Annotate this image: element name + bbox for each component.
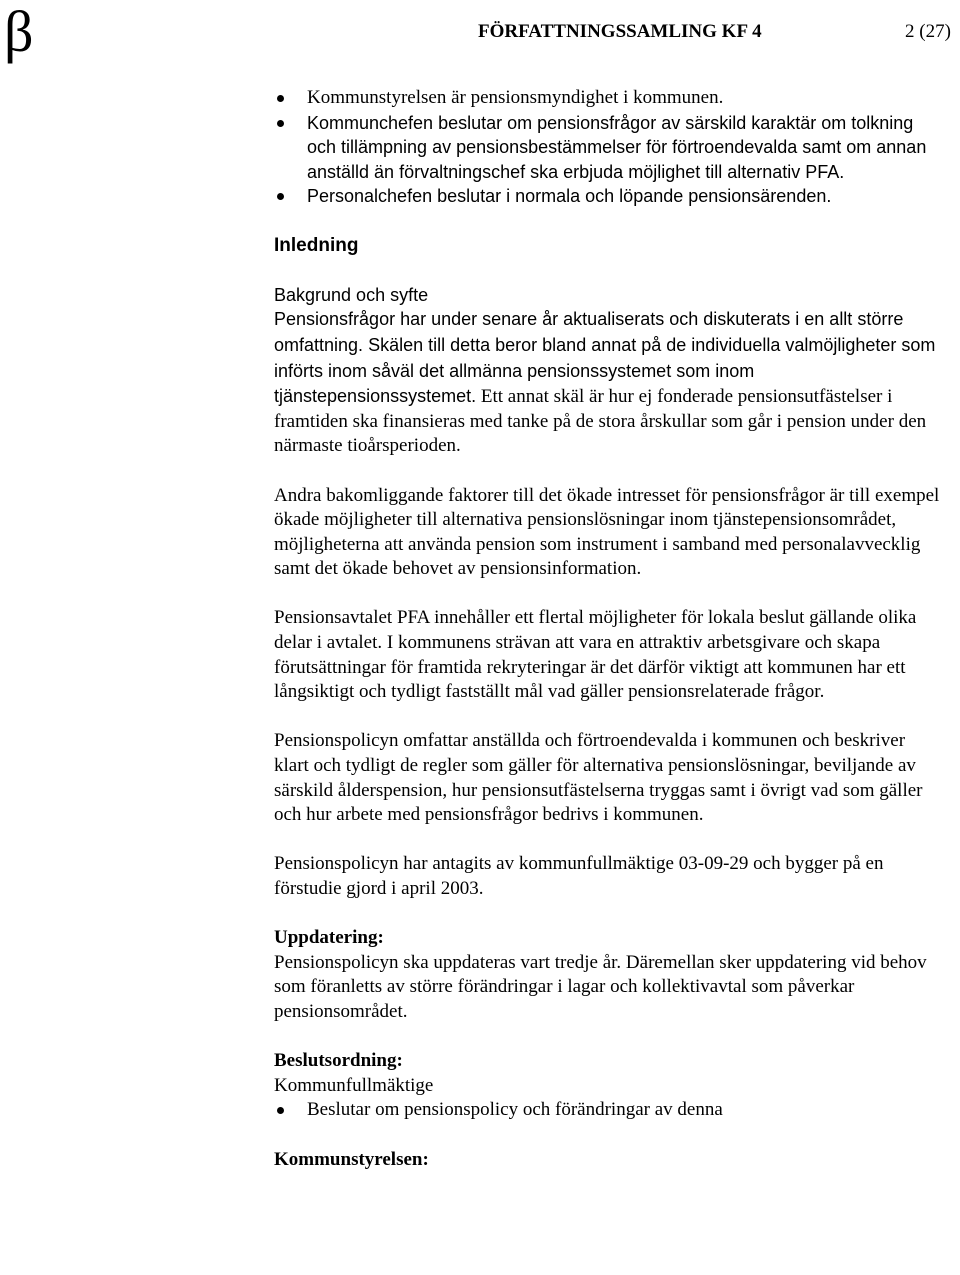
section-heading-kommunstyrelsen: Kommunstyrelsen:	[274, 1148, 429, 1170]
paragraph: Pensionspolicyn ska uppdateras vart tredje år. Däremellan sker uppdatering vid behov som föranletts av större förändringar i lagar och kollektivavtal som påverkar pensionsområdet.	[274, 951, 927, 1022]
paragraph: Andra bakomliggande faktorer till det ökade intresset för pensionsfrågor är till exempel ökade möjligheter till alternativa pensionslösningar inom tjänstepensionsområdet, möjligheterna att använda pension som instrument i samband med personalavvecklig samt det ökade behovet av pensionsinformation.	[274, 484, 940, 580]
beslut-bullet-list	[274, 1098, 942, 1123]
paragraph-mid: Skälen till detta beror bland annat på de individuella valmöjligheter som införts inom såväl det allmänna pensionssystemet som inom tjänstepensionssystemet.	[274, 334, 936, 407]
list-item: Kommunstyrelsen är pensionsmyndighet i kommunen.	[274, 86, 942, 111]
section-heading-inledning: Inledning	[274, 234, 359, 256]
list-item: Personalchefen beslutar i normala och löpande pensionsärenden.	[274, 184, 942, 209]
subheading-bakgrund: Bakgrund och syfte	[274, 284, 429, 305]
paragraph: Pensionsavtalet PFA innehåller ett flertal möjligheter för lokala beslut gällande olika delar i avtalet. I kommunens strävan att vara en attraktiv arbetsgivare och skapa förutsättningar för framtida rekryteringar är det därför viktigt att kommunen har ett långsiktigt och tydligt fastställt mål vad gäller pensionsrelaterade frågor.	[274, 607, 917, 703]
paragraph	[274, 307, 942, 459]
list-item: Kommunchefen beslutar om pensionsfrågor av särskild karaktär om tolkning och tillämpning av pensionsbestämmelser för förtroendevalda samt om annan anställd än förvaltningschef ska erbjuda möjlighet till alternativ PFA.	[274, 111, 942, 185]
body-text: Kommunfullmäktige	[274, 1074, 434, 1096]
paragraph: Pensionspolicyn har antagits av kommunfullmäktige 03-09-29 och bygger på en förstudie gjord i april 2003.	[274, 853, 884, 899]
list-item: Beslutar om pensionspolicy och förändringar av denna	[274, 1098, 942, 1123]
beta-logo: β	[4, 0, 34, 64]
paragraph-lead: Pensionsfrågor har under senare år aktualiserats och diskuterats i en allt större omfattning.	[274, 309, 904, 355]
section-heading-uppdatering: Uppdatering:	[274, 927, 384, 949]
document-body	[274, 86, 942, 1172]
section-heading-beslutsordning: Beslutsordning:	[274, 1050, 403, 1072]
paragraph-tail: Ett annat skäl är hur ej fonderade pensionsutfästelser i framtiden ska finansieras med tanke på de stora årskullar som går i pension under den närmaste tioårsperioden.	[274, 386, 927, 457]
paragraph: Pensionspolicyn omfattar anställda och förtroendevalda i kommunen och beskriver klart och tydligt de regler som gäller för alternativa pensionslösningar, beviljande av särskild ålderspension, hur pensionsutfästelserna tryggas samt i övrigt vad som gäller och hur arbete med pensionsfrågor bedrivs i kommunen.	[274, 730, 923, 826]
intro-bullet-list	[274, 86, 942, 209]
document-title: FÖRFATTNINGSSAMLING KF 4	[478, 21, 762, 42]
page-number: 2 (27)	[905, 21, 951, 42]
